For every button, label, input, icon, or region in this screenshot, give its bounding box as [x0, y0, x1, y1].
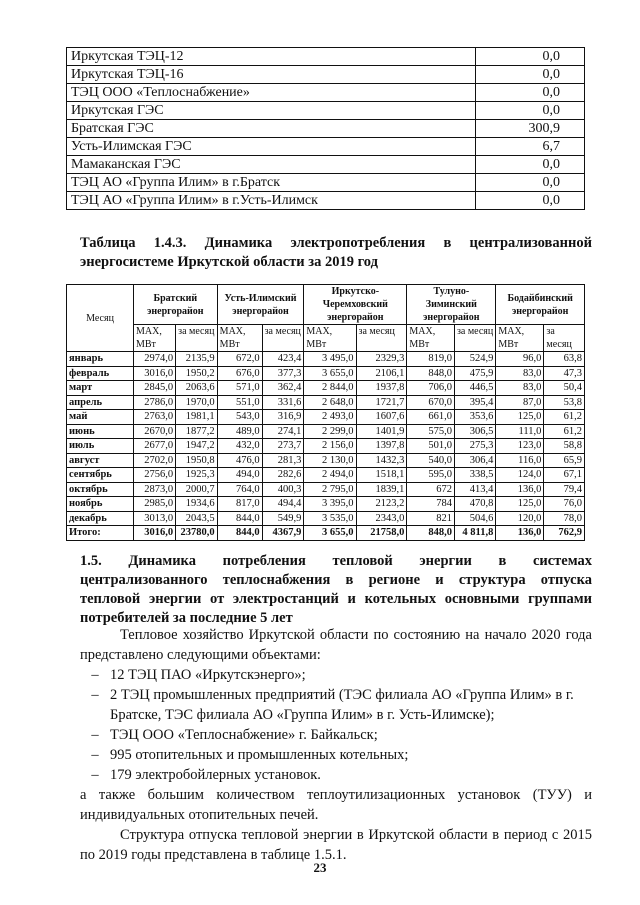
dash-marker: –	[91, 727, 99, 743]
list-item-text: 995 отопительных и промышленных котельных;	[110, 747, 409, 763]
value-cell: 551,0	[217, 395, 262, 410]
object-list	[80, 665, 592, 785]
plant-name: Иркутская ТЭЦ-12	[67, 48, 476, 66]
month-cell: сентябрь	[67, 468, 134, 483]
value-cell: 494,4	[262, 497, 304, 512]
value-cell: 470,8	[454, 497, 495, 512]
value-cell: 2677,0	[134, 439, 176, 454]
value-cell: 125,0	[496, 497, 544, 512]
region-header: Усть-Илимский энергорайон	[217, 285, 304, 325]
word: и	[435, 572, 444, 588]
table-row	[67, 424, 585, 439]
value-cell: 50,4	[544, 381, 585, 396]
word: электропотребления	[290, 235, 426, 251]
value-cell: 423,4	[262, 352, 304, 367]
value-cell: 1839,1	[356, 482, 407, 497]
month-cell: декабрь	[67, 511, 134, 526]
value-cell: 78,0	[544, 511, 585, 526]
value-cell: 2786,0	[134, 395, 176, 410]
table-row	[67, 439, 585, 454]
word: отпуска	[540, 572, 592, 588]
value-cell: 83,0	[496, 366, 544, 381]
plant-value: 0,0	[476, 66, 585, 84]
value-cell: 844,0	[217, 511, 262, 526]
plant-value: 0,0	[476, 156, 585, 174]
table-row	[67, 102, 585, 120]
table-row	[67, 84, 585, 102]
table-row	[67, 381, 585, 396]
word: централизованного	[80, 572, 208, 588]
plant-name: Усть-Илимская ГЭС	[67, 138, 476, 156]
value-cell: 1877,2	[176, 424, 218, 439]
value-cell: 1937,8	[356, 381, 407, 396]
value-cell: 670,0	[407, 395, 455, 410]
value-cell: 489,0	[217, 424, 262, 439]
word: централизованной	[469, 235, 592, 251]
month-cell: ноябрь	[67, 497, 134, 512]
word: регионе	[368, 572, 421, 588]
value-cell: 2763,0	[134, 410, 176, 425]
value-cell: 136,0	[496, 526, 544, 541]
table-row	[67, 366, 585, 381]
value-cell: 353,6	[454, 410, 495, 425]
value-cell: 1721,7	[356, 395, 407, 410]
value-cell: 2123,2	[356, 497, 407, 512]
month-total-header: за месяц	[544, 325, 585, 352]
value-cell: 2106,1	[356, 366, 407, 381]
plant-value: 0,0	[476, 174, 585, 192]
value-cell: 2845,0	[134, 381, 176, 396]
dash-marker: –	[91, 747, 99, 763]
value-cell: 706,0	[407, 381, 455, 396]
value-cell: 844,0	[217, 526, 262, 541]
list-item	[80, 665, 592, 685]
month-cell: июль	[67, 439, 134, 454]
value-cell: 331,6	[262, 395, 304, 410]
consumption-table	[66, 284, 585, 541]
value-cell: 1934,6	[176, 497, 218, 512]
table-row	[67, 120, 585, 138]
value-cell: 3 395,0	[304, 497, 356, 512]
value-cell: 53,8	[544, 395, 585, 410]
value-cell: 2670,0	[134, 424, 176, 439]
word: потребления	[222, 553, 306, 569]
plant-name: Иркутская ГЭС	[67, 102, 476, 120]
value-cell: 1981,1	[176, 410, 218, 425]
value-cell: 2063,6	[176, 381, 218, 396]
value-cell: 306,5	[454, 424, 495, 439]
value-cell: 275,3	[454, 439, 495, 454]
value-cell: 432,0	[217, 439, 262, 454]
value-cell: 76,0	[544, 497, 585, 512]
table-row	[67, 192, 585, 210]
plant-value: 0,0	[476, 102, 585, 120]
table-caption-line1	[80, 234, 592, 253]
value-cell: 543,0	[217, 410, 262, 425]
value-cell: 1432,3	[356, 453, 407, 468]
table-row	[67, 482, 585, 497]
table-row	[67, 497, 585, 512]
word: 1.5.	[80, 553, 102, 569]
value-cell: 362,4	[262, 381, 304, 396]
value-cell: 58,8	[544, 439, 585, 454]
word: энергии	[419, 553, 472, 569]
table-row	[67, 526, 585, 541]
month-cell: апрель	[67, 395, 134, 410]
word: в	[443, 235, 452, 251]
value-cell: 1607,6	[356, 410, 407, 425]
value-cell: 2702,0	[134, 453, 176, 468]
page-number: 23	[313, 860, 327, 875]
month-total-header: за месяц	[454, 325, 495, 352]
month-cell: май	[67, 410, 134, 425]
region-header: Братский энергорайон	[134, 285, 218, 325]
value-cell: 3 535,0	[304, 511, 356, 526]
table-row	[67, 174, 585, 192]
max-mw-header: MAX, МВт	[304, 325, 356, 352]
month-cell: июнь	[67, 424, 134, 439]
max-mw-header: MAX, МВт	[407, 325, 455, 352]
value-cell: 848,0	[407, 366, 455, 381]
plant-name: Иркутская ТЭЦ-16	[67, 66, 476, 84]
value-cell: 338,5	[454, 468, 495, 483]
word: и	[347, 591, 356, 607]
plant-name: Братская ГЭС	[67, 120, 476, 138]
value-cell: 3016,0	[134, 526, 176, 541]
value-cell: 116,0	[496, 453, 544, 468]
word: Таблица	[80, 235, 136, 251]
section-heading-line2	[80, 571, 592, 590]
value-cell: 61,2	[544, 424, 585, 439]
value-cell: 2 493,0	[304, 410, 356, 425]
value-cell: 1950,8	[176, 453, 218, 468]
word: системах	[532, 553, 592, 569]
value-cell: 504,6	[454, 511, 495, 526]
table-row	[67, 468, 585, 483]
value-cell: 2329,3	[356, 352, 407, 367]
value-cell: 4 811,8	[454, 526, 495, 541]
table-row	[67, 395, 585, 410]
value-cell: 475,9	[454, 366, 495, 381]
value-cell: 2135,9	[176, 352, 218, 367]
list-item-text: 2 ТЭЦ промышленных предприятий (ТЭС филиала АО «Группа Илим» в г. Братске, ТЭС филиала АО «Группа Илим» в г. Усть-Илимске);	[110, 687, 574, 723]
value-cell: 2985,0	[134, 497, 176, 512]
value-cell: 2756,0	[134, 468, 176, 483]
table-row	[67, 453, 585, 468]
month-header: Месяц	[67, 285, 134, 352]
value-cell: 2343,0	[356, 511, 407, 526]
value-cell: 125,0	[496, 410, 544, 425]
value-cell: 2 130,0	[304, 453, 356, 468]
section-heading-line1	[80, 552, 592, 571]
plant-name: ТЭЦ АО «Группа Илим» в г.Братск	[67, 174, 476, 192]
table-caption	[80, 234, 592, 272]
value-cell: 123,0	[496, 439, 544, 454]
value-cell: 672	[407, 482, 455, 497]
month-cell: октябрь	[67, 482, 134, 497]
value-cell: 575,0	[407, 424, 455, 439]
region-header: Бодайбинский энергорайон	[496, 285, 585, 325]
month-cell: Итого:	[67, 526, 134, 541]
dash-marker: –	[91, 687, 99, 703]
month-total-header: за месяц	[176, 325, 218, 352]
value-cell: 377,3	[262, 366, 304, 381]
value-cell: 446,5	[454, 381, 495, 396]
intro-paragraph: Тепловое хозяйство Иркутской области по состоянию на начало 2020 года представлено следующими объектами:	[80, 627, 592, 663]
value-cell: 3 655,0	[304, 526, 356, 541]
plant-value: 0,0	[476, 48, 585, 66]
value-cell: 1970,0	[176, 395, 218, 410]
value-cell: 821	[407, 511, 455, 526]
body-text	[80, 625, 592, 865]
word: в	[345, 572, 354, 588]
value-cell: 282,6	[262, 468, 304, 483]
month-cell: февраль	[67, 366, 134, 381]
value-cell: 784	[407, 497, 455, 512]
value-cell: 762,9	[544, 526, 585, 541]
month-total-header: за месяц	[356, 325, 407, 352]
month-cell: август	[67, 453, 134, 468]
value-cell: 273,7	[262, 439, 304, 454]
value-cell: 1518,1	[356, 468, 407, 483]
month-total-header: за месяц	[262, 325, 304, 352]
value-cell: 571,0	[217, 381, 262, 396]
value-cell: 2 844,0	[304, 381, 356, 396]
value-cell: 819,0	[407, 352, 455, 367]
value-cell: 817,0	[217, 497, 262, 512]
word: котельных	[364, 591, 437, 607]
word: тепловой	[332, 553, 393, 569]
value-cell: 306,4	[454, 453, 495, 468]
word: Динамика	[204, 235, 273, 251]
plants-table	[66, 47, 585, 210]
table-row	[67, 156, 585, 174]
dash-marker: –	[91, 767, 99, 783]
table-row	[67, 48, 585, 66]
month-cell: март	[67, 381, 134, 396]
value-cell: 3 495,0	[304, 352, 356, 367]
word: Динамика	[128, 553, 196, 569]
value-cell: 281,3	[262, 453, 304, 468]
word: теплоснабжения	[222, 572, 331, 588]
value-cell: 540,0	[407, 453, 455, 468]
list-item-text: 179 электробойлерных установок.	[110, 767, 321, 783]
section-heading	[80, 552, 592, 628]
value-cell: 2043,5	[176, 511, 218, 526]
list-item	[80, 685, 592, 725]
value-cell: 124,0	[496, 468, 544, 483]
value-cell: 47,3	[544, 366, 585, 381]
value-cell: 65,9	[544, 453, 585, 468]
value-cell: 316,9	[262, 410, 304, 425]
value-cell: 413,4	[454, 482, 495, 497]
max-mw-header: MAX, МВт	[217, 325, 262, 352]
word: электростанций	[232, 591, 339, 607]
word: 1.4.3.	[153, 235, 187, 251]
value-cell: 3013,0	[134, 511, 176, 526]
word: энергии	[148, 591, 202, 607]
value-cell: 21758,0	[356, 526, 407, 541]
value-cell: 848,0	[407, 526, 455, 541]
value-cell: 63,8	[544, 352, 585, 367]
list-item	[80, 745, 592, 765]
value-cell: 661,0	[407, 410, 455, 425]
value-cell: 79,4	[544, 482, 585, 497]
max-mw-header: MAX, МВт	[134, 325, 176, 352]
table-row	[67, 352, 585, 367]
value-cell: 111,0	[496, 424, 544, 439]
value-cell: 87,0	[496, 395, 544, 410]
value-cell: 676,0	[217, 366, 262, 381]
value-cell: 83,0	[496, 381, 544, 396]
value-cell: 2 299,0	[304, 424, 356, 439]
value-cell: 23780,0	[176, 526, 218, 541]
plant-name: ТЭЦ ООО «Теплоснабжение»	[67, 84, 476, 102]
word: структура	[458, 572, 526, 588]
region-header: Тулуно-Зиминский энергорайон	[407, 285, 496, 325]
value-cell: 2 795,0	[304, 482, 356, 497]
value-cell: 1947,2	[176, 439, 218, 454]
plant-name: ТЭЦ АО «Группа Илим» в г.Усть-Илимск	[67, 192, 476, 210]
value-cell: 274,1	[262, 424, 304, 439]
value-cell: 672,0	[217, 352, 262, 367]
list-item	[80, 765, 592, 785]
plant-value: 0,0	[476, 84, 585, 102]
value-cell: 395,4	[454, 395, 495, 410]
region-header: Иркутско-Черемховский энергорайон	[304, 285, 407, 325]
value-cell: 1925,3	[176, 468, 218, 483]
value-cell: 524,9	[454, 352, 495, 367]
value-cell: 96,0	[496, 352, 544, 367]
word: тепловой	[80, 591, 141, 607]
table-row	[67, 66, 585, 84]
plant-value: 300,9	[476, 120, 585, 138]
list-item-text: ТЭЦ ООО «Теплоснабжение» г. Байкальск;	[110, 727, 378, 743]
value-cell: 400,3	[262, 482, 304, 497]
table-row	[67, 138, 585, 156]
list-item-text: 12 ТЭЦ ПАО «Иркутскэнерго»;	[110, 667, 306, 683]
closing-paragraph: Структура отпуска тепловой энергии в Иркутской области в период с 2015 по 2019 годы представлена в таблице 1.5.1.	[80, 827, 592, 863]
value-cell: 4367,9	[262, 526, 304, 541]
word: от	[210, 591, 225, 607]
value-cell: 120,0	[496, 511, 544, 526]
month-cell: январь	[67, 352, 134, 367]
word: основными	[444, 591, 520, 607]
value-cell: 2 648,0	[304, 395, 356, 410]
value-cell: 3016,0	[134, 366, 176, 381]
word: в	[498, 553, 507, 569]
plant-name: Мамаканская ГЭС	[67, 156, 476, 174]
section-heading-line4: потребителей за последние 5 лет	[80, 610, 293, 626]
value-cell: 2873,0	[134, 482, 176, 497]
value-cell: 2 156,0	[304, 439, 356, 454]
value-cell: 1401,9	[356, 424, 407, 439]
max-mw-header: MAX, МВт	[496, 325, 544, 352]
value-cell: 1397,8	[356, 439, 407, 454]
table-row	[67, 511, 585, 526]
value-cell: 3 655,0	[304, 366, 356, 381]
value-cell: 595,0	[407, 468, 455, 483]
plant-value: 0,0	[476, 192, 585, 210]
value-cell: 549,9	[262, 511, 304, 526]
section-heading-line3	[80, 590, 592, 609]
dash-marker: –	[91, 667, 99, 683]
value-cell: 494,0	[217, 468, 262, 483]
value-cell: 501,0	[407, 439, 455, 454]
value-cell: 136,0	[496, 482, 544, 497]
value-cell: 2974,0	[134, 352, 176, 367]
value-cell: 2 494,0	[304, 468, 356, 483]
value-cell: 67,1	[544, 468, 585, 483]
value-cell: 2000,7	[176, 482, 218, 497]
after-paragraph: а также большим количеством теплоутилизационных установок (ТУУ) и индивидуальных отопительных печей.	[80, 787, 592, 823]
table-row	[67, 410, 585, 425]
table-caption-line2: энергосистеме Иркутской области за 2019 год	[80, 254, 378, 270]
value-cell: 476,0	[217, 453, 262, 468]
plant-value: 6,7	[476, 138, 585, 156]
list-item	[80, 725, 592, 745]
value-cell: 61,2	[544, 410, 585, 425]
word: группами	[528, 591, 592, 607]
value-cell: 1950,2	[176, 366, 218, 381]
value-cell: 764,0	[217, 482, 262, 497]
